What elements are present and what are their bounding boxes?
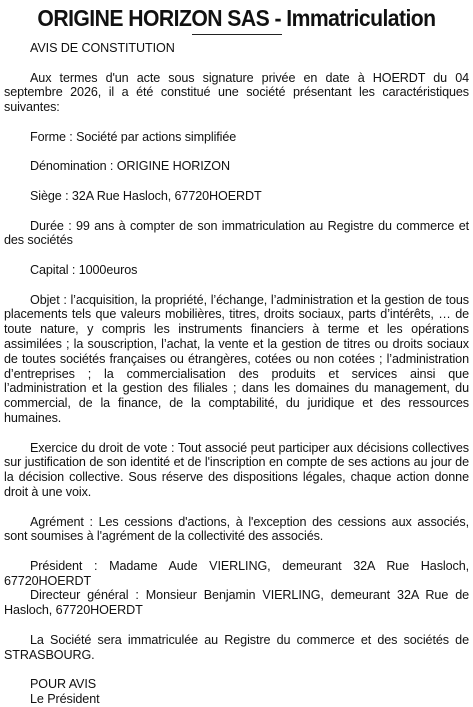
vote-paragraph: Exercice du droit de vote : Tout associé peut participer aux décisions collectives sur justification de son identité et de l'inscription en compte de ses actions au jour de la décision collective. Sous réserve des dispositions légales, chaque action donne droit à une voix. — [4, 440, 469, 499]
notice-heading: AVIS DE CONSTITUTION — [30, 41, 175, 55]
directeur-paragraph: Directeur général : Monsieur Benjamin VIERLING, demeurant 32A Rue de Hasloch, 67720HOERDT — [4, 588, 469, 618]
spacer — [4, 115, 469, 130]
forme-line: Forme : Société par actions simplifiée — [30, 129, 237, 144]
spacer — [4, 248, 469, 263]
registre-paragraph: La Société sera immatriculée au Registre du commerce et des sociétés de STRASBOURG. — [4, 632, 469, 662]
siege-line: Siège : 32A Rue Hasloch, 67720HOERDT — [30, 188, 262, 203]
intro-paragraph: Aux termes d'un acte sous signature privée en date à HOERDT du 04 septembre 2026, il a été constitué une société présentant les caractéristiques suivantes: — [4, 70, 469, 115]
spacer — [4, 544, 469, 559]
legal-notice — [0, 4, 473, 707]
capital-line: Capital : 1000euros — [30, 262, 138, 277]
spacer — [4, 500, 469, 515]
signatory-line: Le Président — [30, 692, 100, 707]
pour-avis-line: POUR AVIS — [30, 677, 97, 692]
spacer — [4, 662, 469, 677]
spacer — [4, 618, 469, 633]
spacer — [4, 145, 469, 160]
title-divider — [192, 34, 282, 35]
spacer — [4, 204, 469, 219]
duree-paragraph: Durée : 99 ans à compter de son immatriculation au Registre du commerce et des sociétés — [4, 218, 469, 248]
denomination-line: Dénomination : ORIGINE HORIZON — [30, 159, 230, 174]
notice-title: ORIGINE HORIZON SAS - Immatriculation — [37, 5, 436, 31]
spacer — [4, 278, 469, 293]
spacer — [4, 426, 469, 441]
objet-paragraph: Objet : l’acquisition, la propriété, l’échange, l’administration et la gestion de tous placements tels que valeurs mobilières, titres, droits sociaux, parts d’intérêts, … de toute nature, y compris les instruments financiers à terme et les opérations assimilées ; la souscription, l’achat, la vente et la gestion de titres ou droits sociaux de toutes sociétés françaises ou étrangères, cotées ou non cotées ; l’administration d’entreprises ; la commercialisation des produits et services ainsi que l’administration et la gestion des filiales ; dans les domaines du management, du commercial, de la finance, de la comptabilité, du juridique et des ressources humaines. — [4, 292, 469, 425]
president-line: Président : Madame Aude VIERLING, demeurant 32A Rue Hasloch, 67720HOERDT — [4, 558, 469, 588]
spacer — [4, 174, 469, 189]
spacer — [4, 56, 469, 71]
agrement-paragraph: Agrément : Les cessions d'actions, à l'exception des cessions aux associés, sont soumises à l'agrément de la collectivité des associés. — [4, 514, 469, 544]
